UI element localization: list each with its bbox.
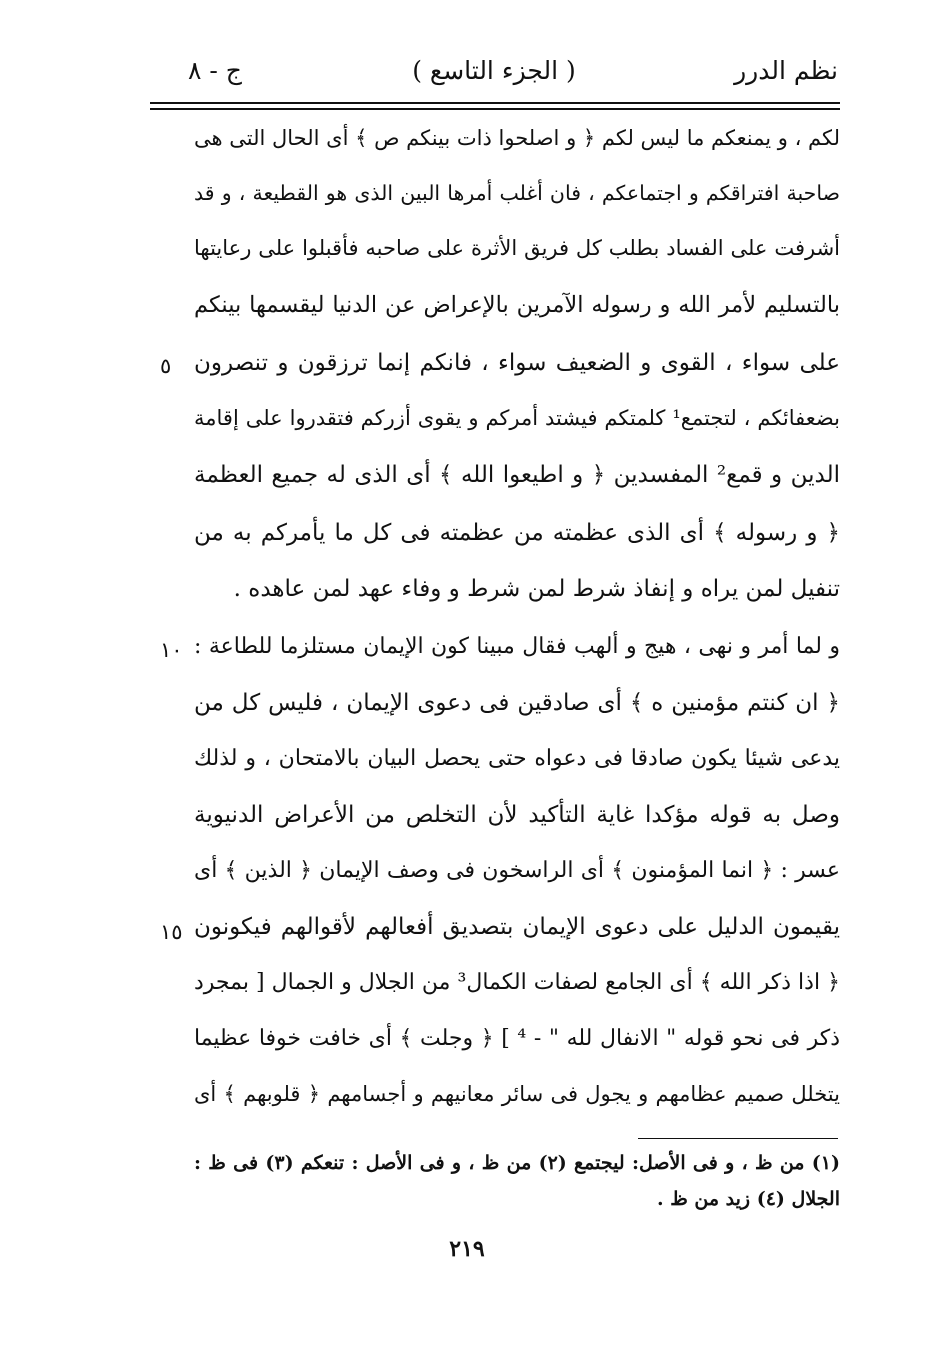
text-line: يتخلل صميم عظامهم و يجول فى سائر معانيهم و أجسامهم ﴿ قلوبهم ﴾ أى [194,1082,840,1106]
page-number: ٢١٩ [449,1236,485,1262]
footnote-line: (١) من ظ ، و فى الأصل: ليجتمع (٢) من ظ ، و فى الأصل : تنعكم (٣) فى ظ : [194,1152,840,1174]
text-line: يقيمون الدليل على دعوى الإيمان بتصديق أفعالهم لأقوالهم فيكونون [194,914,840,940]
running-header [150,50,838,100]
text-line: بالتسليم لأمر الله و رسوله الآمرين بالإعراض عن الدنيا ليقسمها بينكم [194,292,840,318]
header-rule-bottom [150,108,840,110]
text-line: على سواء ، القوى و الضعيف سواء ، فانكم إنما ترزقون و تنصرون [194,350,840,376]
footnote-separator [638,1138,838,1139]
text-line: ﴿ اذا ذكر الله ﴾ أى الجامع لصفات الكمال³ من الجلال و الجمال [ بمجرد [194,970,841,995]
chapter-reference: ج - ٨ [188,56,242,85]
footnote-line: الجلال (٤) زيد من ظ . [656,1188,840,1210]
text-line: بضعفائكم ، لتجتمع¹ كلمتكم فيشتد أمركم و يقوى أزركم فتقدروا على إقامة [194,406,840,430]
text-line: ﴿ ان كنتم مؤمنين ه ﴾ أى صادقين فى دعوى الإيمان ، فليس كل من [194,690,840,716]
text-line: يدعى شيئا يكون صادقا فى دعواه حتى يحصل البيان بالامتحان ، و لذلك [194,746,840,771]
text-line: لكم ، و يمنعكم ما ليس لكم ﴿ و اصلحوا ذات بينكم ص ﴾ أى الحال التى هى [194,126,840,150]
text-line: ﴿ و رسوله ﴾ أى الذى عظمته من عظمته فى كل ما يأمركم به من [194,520,840,546]
text-line: و لما أمر و نهى ، هيج و ألهب فقال مبينا كون الإيمان مستلزما للطاعة : [194,634,840,659]
line-number: ١٠ [160,638,183,662]
book-title: نظم الدرر [734,56,838,85]
text-line: وصل به قوله مؤكدا غاية التأكيد لأن التخلص من الأعراض الدنيوية [194,802,840,828]
text-line: تنفيل لمن يراه و إنفاذ شرط لمن شرط و وفاء عهد لمن عاهده . [233,576,840,602]
part-title: ( الجزء التاسع ) [412,56,576,85]
text-line: عسر : ﴿ انما المؤمنون ﴾ أى الراسخون فى وصف الإيمان ﴿ الذين ﴾ أى [194,858,840,883]
text-line: الدين و قمع² المفسدين ﴿ و اطيعوا الله ﴾ أى الذى له جميع العظمة [194,462,840,488]
text-line: صاحبة افتراقكم و اجتماعكم ، فان أغلب أمرها البين الذى هو القطيعة ، و قد [194,181,840,205]
header-rule-top [150,102,840,104]
text-line: أشرفت على الفساد بطلب كل فريق الأثرة على صاحبه فأقبلوا على رعايتها [194,236,840,260]
text-line: ذكر فى نحو قوله " الانفال لله " - ⁴ ] ﴿ وجلت ﴾ أى خافت خوفا عظيما [194,1026,840,1051]
line-number: ١٥ [160,920,183,944]
line-number: ٥ [160,354,172,378]
